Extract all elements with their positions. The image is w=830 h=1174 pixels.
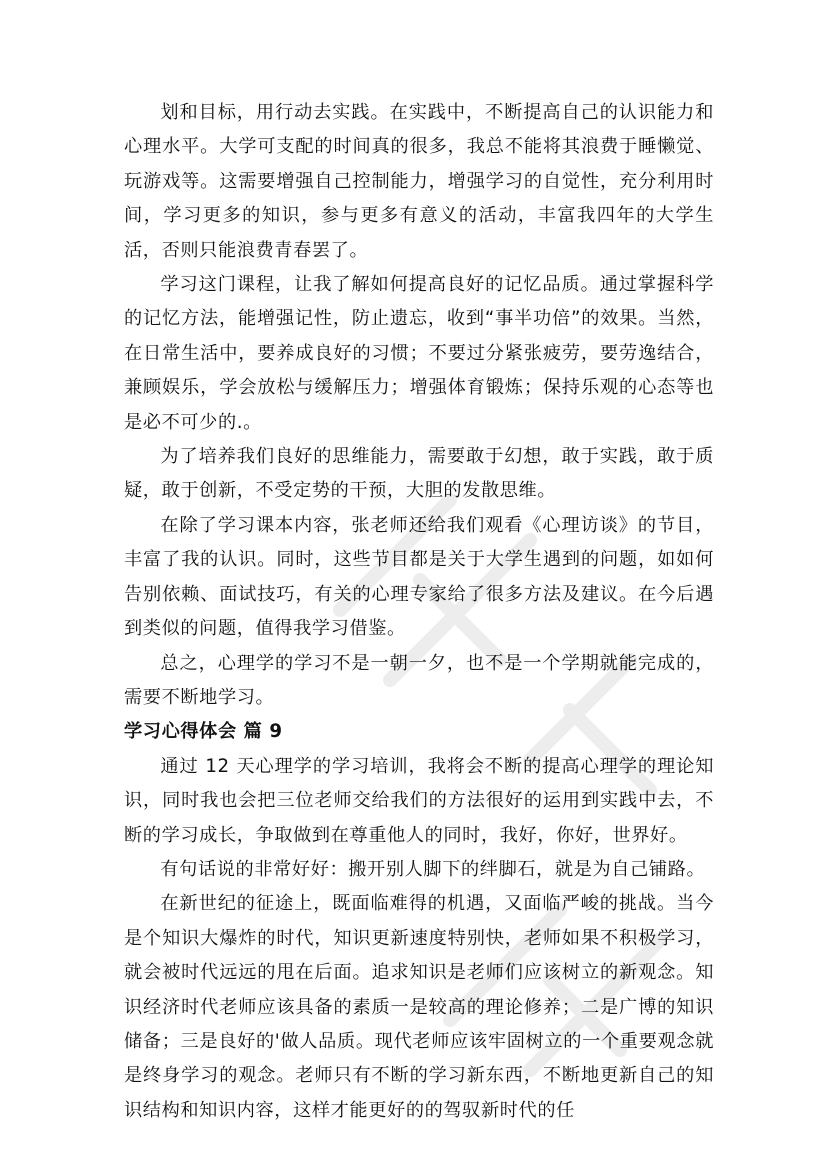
section-heading: 学习心得体会 篇 9: [124, 721, 283, 743]
body-paragraph: 学习这门课程，让我了解如何提高良好的记忆品质。通过掌握科学的记忆方法，能增强记性，防止遗忘，收到“事半功倍”的效果。当然，在日常生活中，要养成良好的习惯；不要过分紧张疲劳，要劳逸结合，兼顾娱乐，学会放松与缓解压力；增强体育锻炼；保持乐观的心态等也是必不可少的.。: [124, 274, 714, 433]
body-paragraph: 在新世纪的征途上，既面临难得的机遇，又面临严峻的挑战。当今是个知识大爆炸的时代，知识更新速度特别快，老师如果不积极学习，就会被时代远远的甩在后面。追求知识是老师们应该树立的新观念。知识经济时代老师应该具备的素质一是较高的理论修养；二是广博的知识储备；三是良好的'做人品质。现代老师应该牢固树立的一个重要观念就是终身学习的观念。老师只有不断的学习新东西，不断地更新自己的知识结构和知识内容，这样才能更好的的驾驭新时代的任: [124, 893, 714, 1121]
document-body: [124, 96, 714, 1128]
body-paragraph: 为了培养我们良好的思维能力，需要敢于幻想，敢于实践，敢于质疑，敢于创新，不受定势的干预，大胆的发散思维。: [124, 446, 714, 502]
body-paragraph: 有句话说的非常好好：搬开别人脚下的绊脚石，就是为自己铺路。: [160, 858, 706, 880]
body-paragraph: 划和目标，用行动去实践。在实践中，不断提高自己的认识能力和心理水平。大学可支配的时间真的很多，我总不能将其浪费于睡懒觉、玩游戏等。这需要增强自己控制能力，增强学习的自觉性，充分利用时间，学习更多的知识，参与更多有意义的活动，丰富我四年的大学生活，否则只能浪费青春罢了。: [124, 102, 714, 261]
body-paragraph: 总之，心理学的学习不是一朝一夕，也不是一个学期就能完成的，需要不断地学习。: [124, 652, 714, 708]
body-paragraph: 在除了学习课本内容，张老师还给我们观看《心理访谈》的节目，丰富了我的认识。同时，这些节目都是关于大学生遇到的问题，如如何告别依赖、面试技巧，有关的心理专家给了很多方法及建议。在今后遇到类似的问题，值得我学习借鉴。: [124, 514, 714, 640]
body-paragraph: 通过 12 天心理学的学习培训，我将会不断的提高心理学的理论知识，同时我也会把三位老师交给我们的方法很好的运用到实践中去，不断的学习成长，争取做到在尊重他人的同时，我好，你好，世界好。: [124, 755, 714, 846]
